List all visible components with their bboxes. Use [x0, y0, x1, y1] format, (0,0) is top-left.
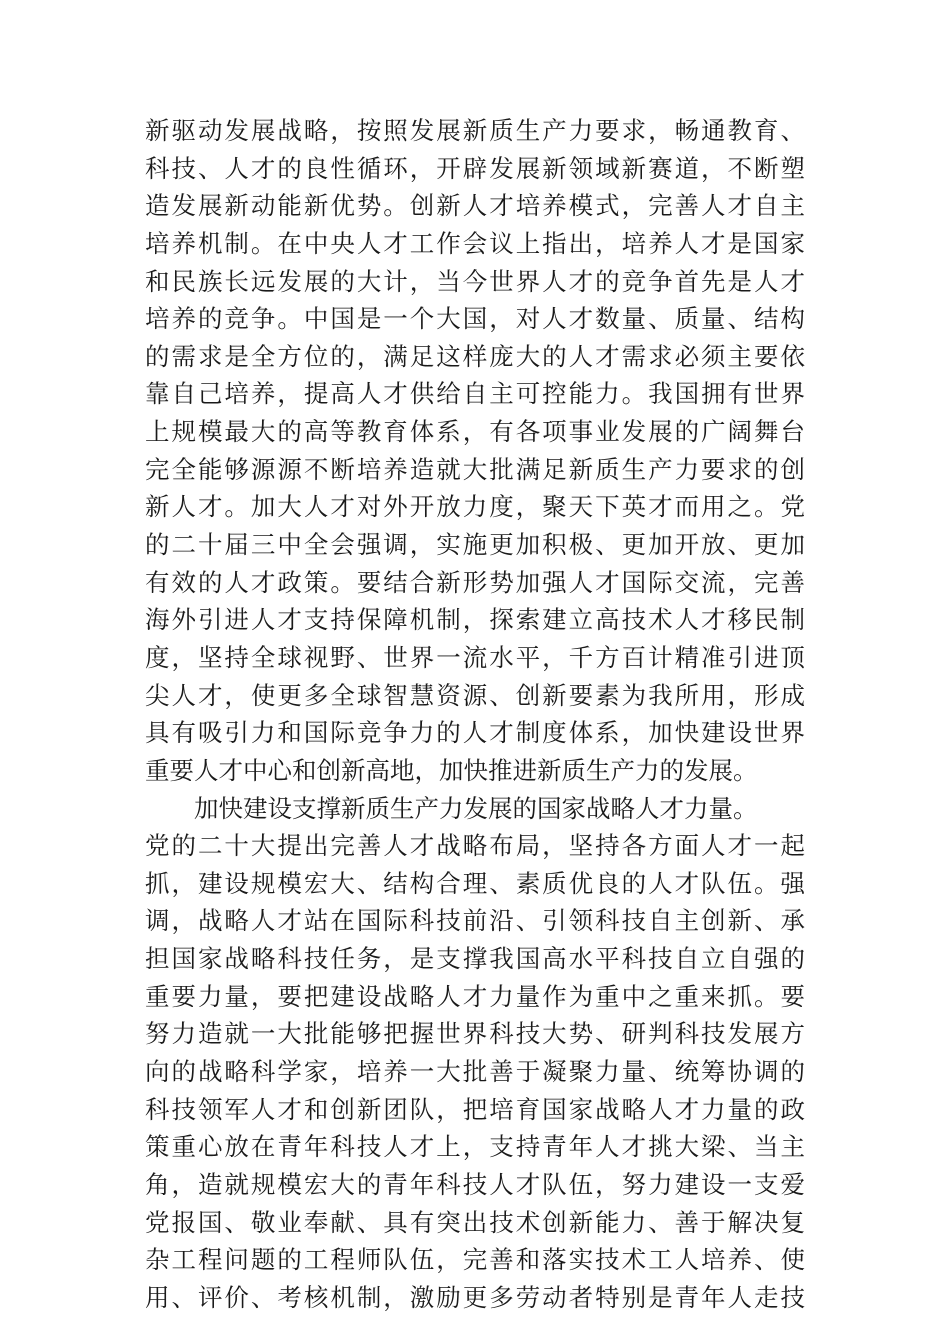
text-line: 海外引进人才支持保障机制，探索建立高技术人才移民制	[145, 605, 805, 635]
text-line: 重要力量，要把建设战略人才力量作为重中之重来抓。要	[145, 981, 805, 1011]
text-line: 科技、人才的良性循环，开辟发展新领域新赛道，不断塑	[145, 153, 805, 183]
text-line: 上规模最大的高等教育体系，有各项事业发展的广阔舞台	[145, 417, 805, 447]
text-line: 和民族长远发展的大计，当今世界人才的竞争首先是人才	[145, 266, 805, 296]
text-line: 培养的竞争。中国是一个大国，对人才数量、质量、结构	[145, 304, 805, 334]
text-line: 向的战略科学家，培养一大批善于凝聚力量、统筹协调的	[145, 1057, 805, 1087]
text-line: 靠自己培养，提高人才供给自主可控能力。我国拥有世界	[145, 379, 805, 409]
text-line: 用、评价、考核机制，激励更多劳动者特别是青年人走技	[145, 1282, 805, 1312]
text-line: 完全能够源源不断培养造就大批满足新质生产力要求的创	[145, 454, 805, 484]
text-line: 度，坚持全球视野、世界一流水平，千方百计精准引进顶	[145, 642, 805, 672]
text-line: 策重心放在青年科技人才上，支持青年人才挑大梁、当主	[145, 1132, 805, 1162]
text-line: 的二十届三中全会强调，实施更加积极、更加开放、更加	[145, 530, 805, 560]
text-line: 加快建设支撑新质生产力发展的国家战略人才力量。	[194, 793, 758, 823]
text-line: 努力造就一大批能够把握世界科技大势、研判科技发展方	[145, 1019, 805, 1049]
paragraph	[145, 112, 805, 790]
text-line: 科技领军人才和创新团队，把培育国家战略人才力量的政	[145, 1094, 805, 1124]
text-line: 调，战略人才站在国际科技前沿、引领科技自主创新、承	[145, 906, 805, 936]
text-line: 尖人才，使更多全球智慧资源、创新要素为我所用，形成	[145, 680, 805, 710]
text-line: 角，造就规模宏大的青年科技人才队伍，努力建设一支爱	[145, 1169, 805, 1199]
text-line: 党报国、敬业奉献、具有突出技术创新能力、善于解决复	[145, 1207, 805, 1237]
body-text	[145, 112, 805, 1317]
text-line: 抓，建设规模宏大、结构合理、素质优良的人才队伍。强	[145, 868, 805, 898]
text-line: 重要人才中心和创新高地，加快推进新质生产力的发展。	[145, 755, 758, 785]
paragraph	[145, 790, 805, 1317]
text-line: 的需求是全方位的，满足这样庞大的人才需求必须主要依	[145, 341, 805, 371]
text-line: 培养机制。在中央人才工作会议上指出，培养人才是国家	[145, 228, 805, 258]
text-line: 新人才。加大人才对外开放力度，聚天下英才而用之。党	[145, 492, 805, 522]
text-line: 具有吸引力和国际竞争力的人才制度体系，加快建设世界	[145, 718, 805, 748]
text-line: 杂工程问题的工程师队伍，完善和落实技术工人培养、使	[145, 1245, 805, 1275]
text-line: 担国家战略科技任务，是支撑我国高水平科技自立自强的	[145, 944, 805, 974]
text-line: 造发展新动能新优势。创新人才培养模式，完善人才自主	[145, 191, 805, 221]
text-line: 党的二十大提出完善人才战略布局，坚持各方面人才一起	[145, 831, 805, 861]
text-line: 有效的人才政策。要结合新形势加强人才国际交流，完善	[145, 567, 805, 597]
text-line: 新驱动发展战略，按照发展新质生产力要求，畅通教育、	[145, 116, 805, 145]
